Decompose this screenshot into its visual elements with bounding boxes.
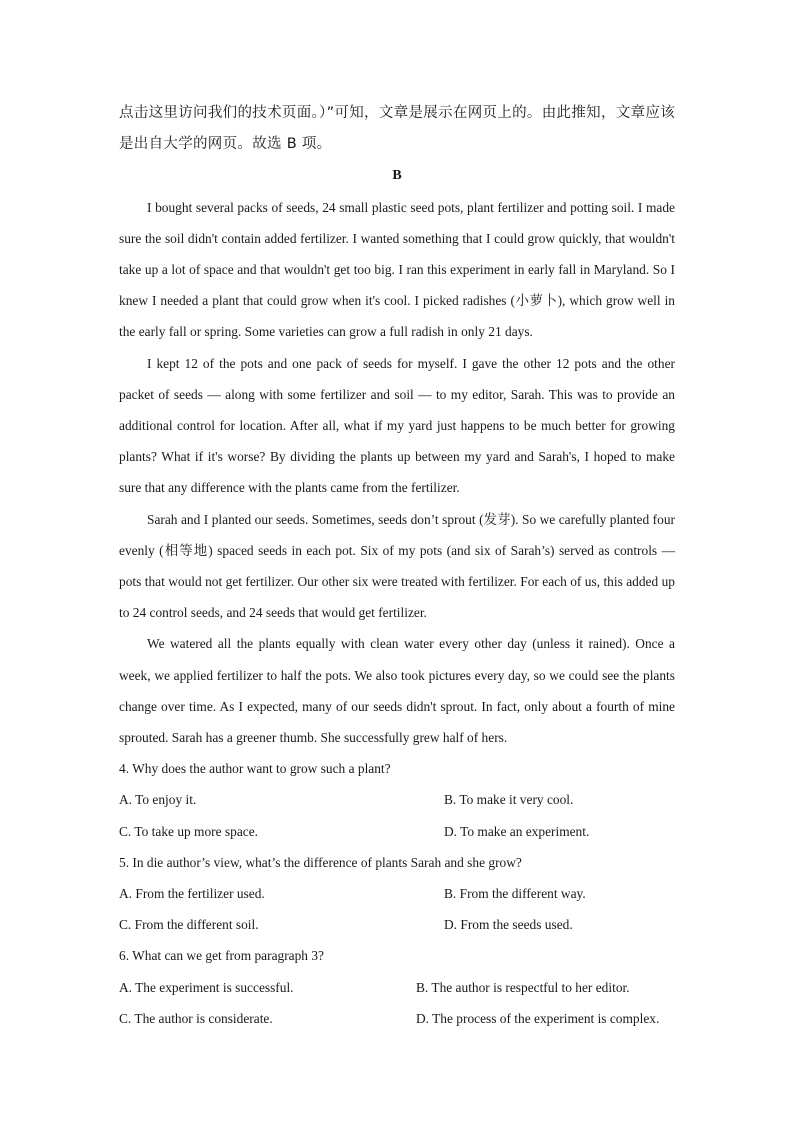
passage-paragraph-2: I kept 12 of the pots and one pack of seeds for myself. I gave the other 12 pots and the other packet of seeds — along with some fertilizer and soil — to my editor, Sarah. This was to provide an additional control for location. After all, what if my yard just happens to be much better for growing plants? What if it's worse? By dividing the plants up between my yard and Sarah's, I hoped to make sure that any difference with the plants came from the fertilizer.	[119, 355, 675, 496]
intro-explanation: 点击这里访问我们的技术页面。）”可知，文章是展示在网页上的。由此推知，文章应该是出自大学的网页。故选 B 项。	[119, 105, 675, 153]
option-b: B. From the different way.	[444, 886, 586, 902]
option-d: D. The process of the experiment is complex.	[416, 1010, 660, 1026]
passage-paragraph-4: We watered all the plants equally with clean water every other day (unless it rained). Once a week, we applied fertilizer to half the pots. We also took pictures every day, so we could see the plants change over time. As I expected, many of our seeds didn't sprout. In fact, only about a fourth of mine sprouted. Sarah has a greener thumb. She successfully grew half of hers.	[119, 636, 675, 746]
section-heading: B	[392, 168, 402, 184]
document-page	[119, 98, 675, 1034]
option-a: A. From the fertilizer used.	[119, 886, 265, 902]
option-a: A. The experiment is successful.	[119, 979, 294, 995]
option-b: B. The author is respectful to her editor.	[416, 979, 630, 995]
option-c: C. From the different soil.	[119, 917, 259, 933]
option-a: A. To enjoy it.	[119, 792, 197, 808]
option-grid	[119, 784, 675, 846]
option-d: D. To make an experiment.	[444, 823, 590, 839]
question-4	[119, 753, 675, 847]
question-6	[119, 940, 675, 1034]
passage-paragraph-1: I bought several packs of seeds, 24 small plastic seed pots, plant fertilizer and potting soil. I made sure the soil didn't contain added fertilizer. I wanted something that I could grow quickly, that wouldn't take up a lot of space and that wouldn't get too big. I ran this experiment in early fall in Maryland. So I knew I needed a plant that could grow when it's cool. I picked radishes (小萝卜), which grow well in the early fall or spring. Some varieties can grow a full radish in only 21 days.	[119, 199, 675, 340]
option-grid	[119, 878, 675, 940]
option-c: C. To take up more space.	[119, 823, 259, 839]
option-grid	[119, 972, 675, 1034]
passage-paragraph-3: Sarah and I planted our seeds. Sometimes, seeds don’t sprout (发芽). So we carefully planted four evenly (相等地) spaced seeds in each pot. Six of my pots (and six of Sarah’s) served as controls — pots that would not get fertilizer. Our other six were treated with fertilizer. For each of us, this added up to 24 control seeds, and 24 seeds that would get fertilizer.	[119, 511, 675, 621]
option-d: D. From the seeds used.	[444, 917, 573, 933]
option-b: B. To make it very cool.	[444, 792, 574, 808]
question-5	[119, 847, 675, 941]
option-c: C. The author is considerate.	[119, 1010, 273, 1026]
question-stem: 4. Why does the author want to grow such a plant?	[119, 761, 391, 777]
question-stem: 5. In die author’s view, what’s the difference of plants Sarah and she grow?	[119, 854, 522, 870]
question-stem: 6. What can we get from paragraph 3?	[119, 948, 324, 964]
